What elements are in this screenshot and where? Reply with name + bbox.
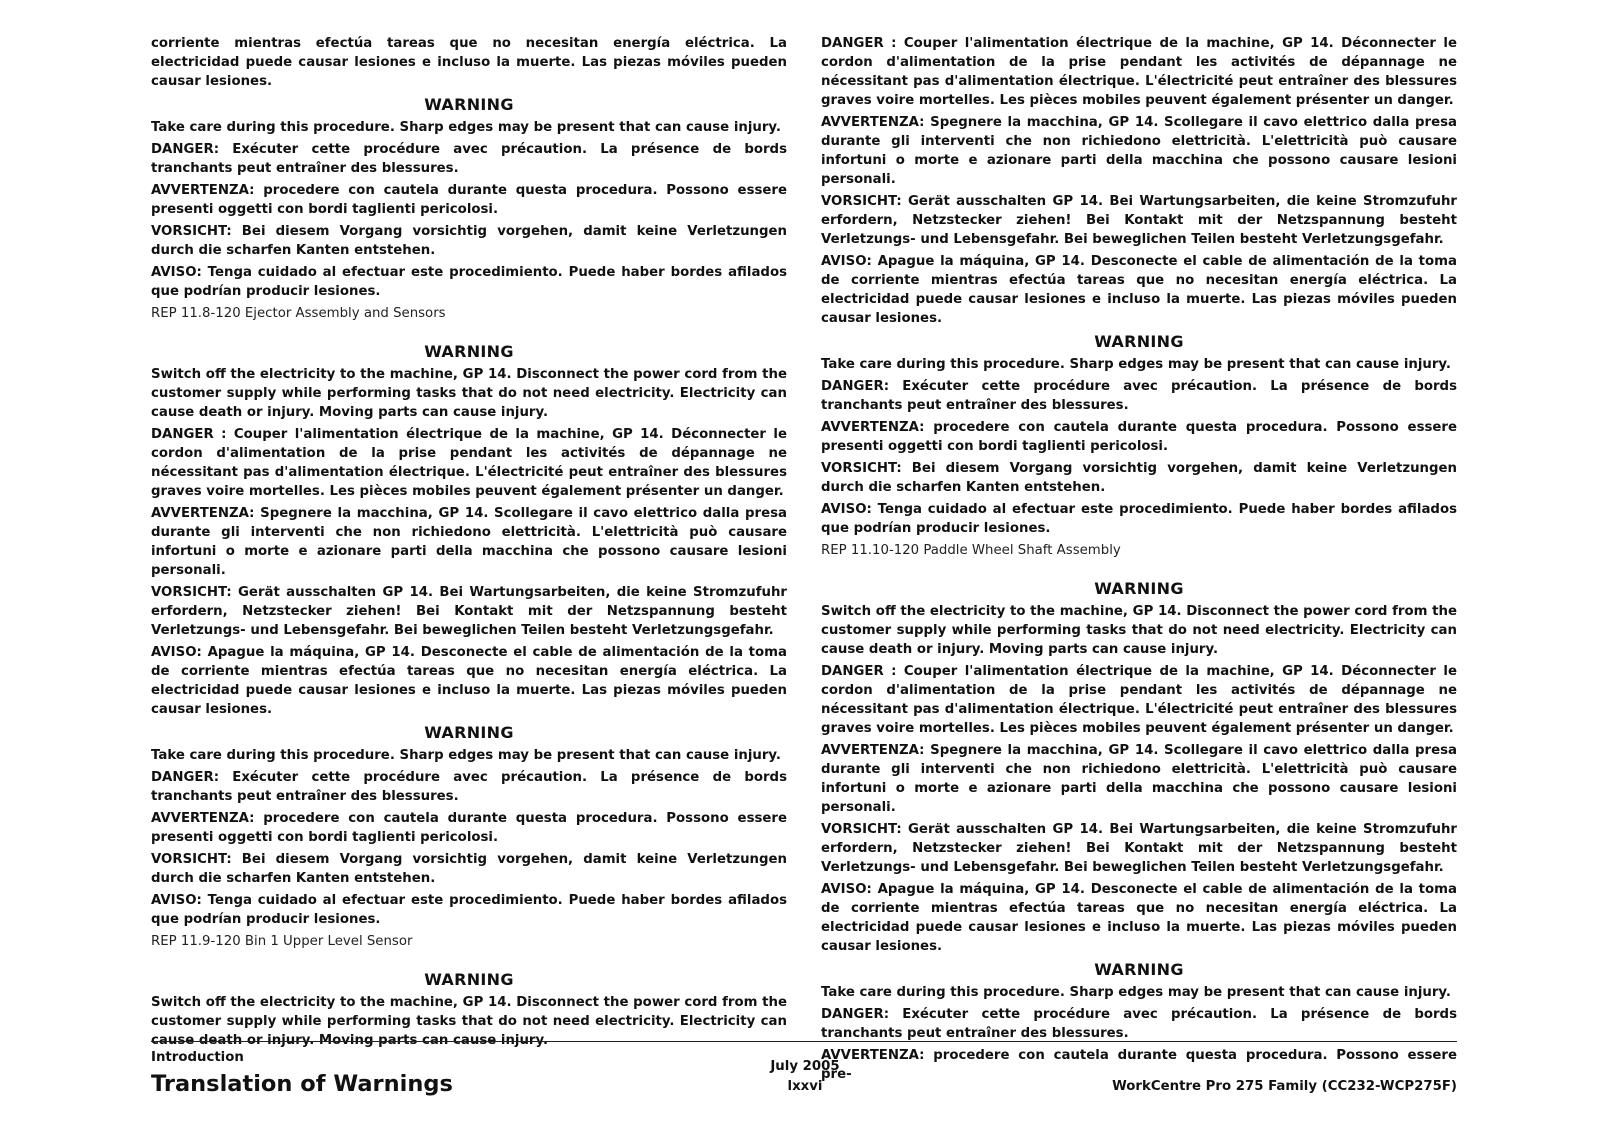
warning-heading: WARNING [424,95,514,114]
warning-paragraph: AVVERTENZA: procedere con cautela durante questa procedura. Possono essere pre- [821,1048,1457,1082]
right-column [821,34,1457,1087]
warning-paragraph: DANGER: Exécuter cette procédure avec précaution. La présence de bords tranchants peut entraîner des blessures. [151,142,787,176]
warning-paragraph: Take care during this procedure. Sharp edges may be present that can cause injury. [821,985,1451,1000]
warning-paragraph: VORSICHT: Gerät ausschalten GP 14. Bei Wartungsarbeiten, die keine Stromzufuhr erfordern, Netzstecker ziehen! Bei Kontakt mit der Netzspannung besteht Verletzungs- und Lebensgefahr. Bei beweglichen Teilen besteht Verletzungsgefahr. [821,822,1457,875]
warning-paragraph: DANGER: Exécuter cette procédure avec précaution. La présence de bords tranchants peut entraîner des blessures. [821,1007,1457,1041]
warning-paragraph: AVISO: Apague la máquina, GP 14. Desconecte el cable de alimentación de la toma de corriente mientras efectúa tareas que no necesitan energía eléctrica. La electricidad puede causar lesiones e incluso la muerte. Las piezas móviles pueden causar lesiones. [151,645,787,717]
warning-paragraph: AVISO: Tenga cuidado al efectuar este procedimiento. Puede haber bordes afilados que podrían producir lesiones. [151,893,787,927]
warning-paragraph: AVVERTENZA: procedere con cautela durante questa procedura. Possono essere presenti oggetti con bordi taglienti pericolosi. [151,811,787,845]
warning-paragraph: DANGER: Exécuter cette procédure avec précaution. La présence de bords tranchants peut entraîner des blessures. [821,379,1457,413]
warning-heading: WARNING [1094,960,1184,979]
warning-paragraph: Take care during this procedure. Sharp edges may be present that can cause injury. [151,120,781,135]
warning-paragraph: DANGER : Couper l'alimentation électrique de la machine, GP 14. Déconnecter le cordon d'alimentation de la prise pendant les activités de dépannage ne nécessitant pas d'alimentation électrique. L'électricité peut entraîner des blessures graves voire mortelles. Les pièces mobiles peuvent également présenter un danger. [821,36,1457,108]
footer-page-title: Translation of Warnings [151,1071,453,1097]
left-column [151,34,787,1053]
procedure-reference: REP 11.8-120 Ejector Assembly and Sensors [151,306,446,321]
warning-paragraph: VORSICHT: Bei diesem Vorgang vorsichtig vorgehen, damit keine Verletzungen durch die scharfen Kanten entstehen. [151,224,787,258]
footer-section-label: Introduction [151,1050,244,1065]
warning-paragraph: Take care during this procedure. Sharp edges may be present that can cause injury. [151,748,781,763]
warning-paragraph: corriente mientras efectúa tareas que no necesitan energía eléctrica. La electricidad puede causar lesiones e incluso la muerte. Las piezas móviles pueden causar lesiones. [151,36,787,89]
procedure-reference: REP 11.10-120 Paddle Wheel Shaft Assembly [821,543,1121,558]
warning-paragraph: AVISO: Apague la máquina, GP 14. Desconecte el cable de alimentación de la toma de corriente mientras efectúa tareas que no necesitan energía eléctrica. La electricidad puede causar lesiones e incluso la muerte. Las piezas móviles pueden causar lesiones. [821,254,1457,326]
warning-paragraph: AVVERTENZA: Spegnere la macchina, GP 14. Scollegare il cavo elettrico dalla presa durante gli interventi che non richiedono elettricità. L'elettricità può causare infortuni o morte e azionare parti della macchina che possono causare lesioni personali. [821,743,1457,815]
warning-paragraph: DANGER : Couper l'alimentation électrique de la machine, GP 14. Déconnecter le cordon d'alimentation de la prise pendant les activités de dépannage ne nécessitant pas d'alimentation électrique. L'électricité peut entraîner des blessures graves voire mortelles. Les pièces mobiles peuvent également présenter un danger. [151,427,787,499]
warning-paragraph: AVVERTENZA: Spegnere la macchina, GP 14. Scollegare il cavo elettrico dalla presa durante gli interventi che non richiedono elettricità. L'elettricità può causare infortuni o morte e azionare parti della macchina che possono causare lesioni personali. [151,506,787,578]
warning-heading: WARNING [1094,332,1184,351]
warning-paragraph: DANGER: Exécuter cette procédure avec précaution. La présence de bords tranchants peut entraîner des blessures. [151,770,787,804]
warning-paragraph: Switch off the electricity to the machine, GP 14. Disconnect the power cord from the customer supply while performing tasks that do not need electricity. Electricity can cause death or injury. Moving parts can cause injury. [151,995,787,1048]
warning-paragraph: AVISO: Apague la máquina, GP 14. Desconecte el cable de alimentación de la toma de corriente mientras efectúa tareas que no necesitan energía eléctrica. La electricidad puede causar lesiones e incluso la muerte. Las piezas móviles pueden causar lesiones. [821,882,1457,954]
warning-paragraph: DANGER : Couper l'alimentation électrique de la machine, GP 14. Déconnecter le cordon d'alimentation de la prise pendant les activités de dépannage ne nécessitant pas d'alimentation électrique. L'électricité peut entraîner des blessures graves voire mortelles. Les pièces mobiles peuvent également présenter un danger. [821,664,1457,736]
warning-paragraph: VORSICHT: Bei diesem Vorgang vorsichtig vorgehen, damit keine Verletzungen durch die scharfen Kanten entstehen. [151,852,787,886]
warning-paragraph: Switch off the electricity to the machine, GP 14. Disconnect the power cord from the customer supply while performing tasks that do not need electricity. Electricity can cause death or injury. Moving parts can cause injury. [151,367,787,420]
warning-paragraph: VORSICHT: Gerät ausschalten GP 14. Bei Wartungsarbeiten, die keine Stromzufuhr erfordern, Netzstecker ziehen! Bei Kontakt mit der Netzspannung besteht Verletzungs- und Lebensgefahr. Bei beweglichen Teilen besteht Verletzungsgefahr. [821,194,1457,247]
warning-heading: WARNING [424,970,514,989]
warning-paragraph: AVISO: Tenga cuidado al efectuar este procedimiento. Puede haber bordes afilados que podrían producir lesiones. [821,502,1457,536]
warning-paragraph: Take care during this procedure. Sharp edges may be present that can cause injury. [821,357,1451,372]
warning-paragraph: AVVERTENZA: procedere con cautela durante questa procedura. Possono essere presenti oggetti con bordi taglienti pericolosi. [821,420,1457,454]
warning-paragraph: AVISO: Tenga cuidado al efectuar este procedimiento. Puede haber bordes afilados que podrían producir lesiones. [151,265,787,299]
warning-paragraph: VORSICHT: Bei diesem Vorgang vorsichtig vorgehen, damit keine Verletzungen durch die scharfen Kanten entstehen. [821,461,1457,495]
warning-paragraph: Switch off the electricity to the machine, GP 14. Disconnect the power cord from the customer supply while performing tasks that do not need electricity. Electricity can cause death or injury. Moving parts can cause injury. [821,604,1457,657]
footer-date: July 2005 [770,1059,840,1074]
footer-page-number: lxxvi [787,1079,823,1094]
procedure-reference: REP 11.9-120 Bin 1 Upper Level Sensor [151,934,413,949]
warning-paragraph: VORSICHT: Gerät ausschalten GP 14. Bei Wartungsarbeiten, die keine Stromzufuhr erfordern, Netzstecker ziehen! Bei Kontakt mit der Netzspannung besteht Verletzungs- und Lebensgefahr. Bei beweglichen Teilen besteht Verletzungsgefahr. [151,585,787,638]
footer-product-name: WorkCentre Pro 275 Family (CC232-WCP275F) [1112,1079,1457,1094]
warning-heading: WARNING [1094,579,1184,598]
warning-paragraph: AVVERTENZA: Spegnere la macchina, GP 14. Scollegare il cavo elettrico dalla presa durante gli interventi che non richiedono elettricità. L'elettricità può causare infortuni o morte e azionare parti della macchina che possono causare lesioni personali. [821,115,1457,187]
footer-divider [151,1041,1457,1042]
warning-heading: WARNING [424,723,514,742]
warning-heading: WARNING [424,342,514,361]
warning-paragraph: AVVERTENZA: procedere con cautela durante questa procedura. Possono essere presenti oggetti con bordi taglienti pericolosi. [151,183,787,217]
